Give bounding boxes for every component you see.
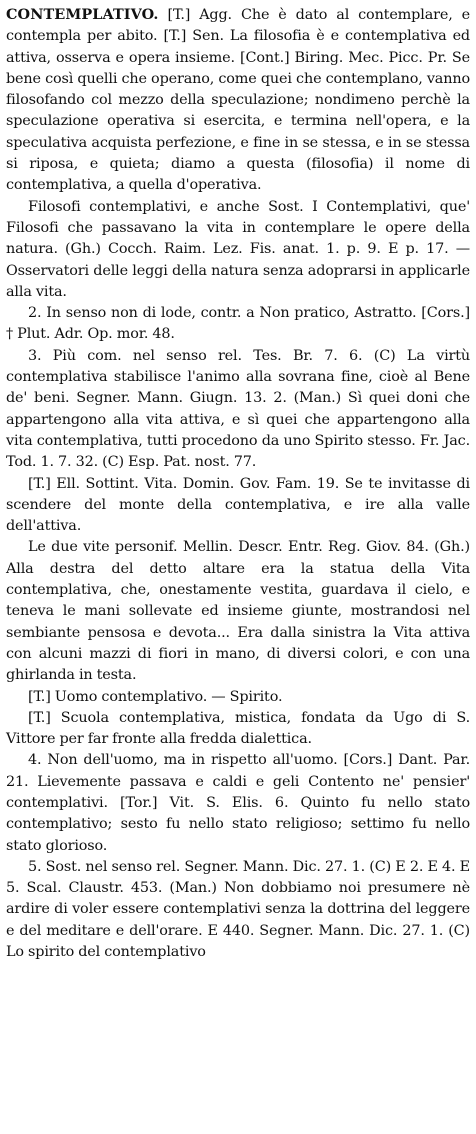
entry-paragraph: [T.] Scuola contemplativa, mistica, fondata da Ugo di S. Vittore per far fronte alla fredda dialettica. bbox=[6, 709, 470, 748]
entry-paragraph: [T.] Ell. Sottint. Vita. Domin. Gov. Fam. 19. Se te invitasse di scendere del monte della contemplativa, e ire alla valle dell'attiva. bbox=[6, 475, 470, 535]
entry-paragraph-intro bbox=[6, 4, 470, 197]
entry-headword: CONTEMPLATIVO. bbox=[6, 6, 159, 23]
entry-text: [T.] Agg. Che è dato al contemplare, e contempla per abito. [T.] Sen. La filosofia è e contemplativa ed attiva, osserva e opera insieme. [Cont.] Biring. Mec. Picc. Pr. Se bene così quelli che operano, come quei che contemplano, vanno filosofando col mezzo della speculazione; nondimeno perchè la speculazione operativa si esercita, e termina nell'opera, e la speculativa acquista perfezione, e fine in se stessa, e in se stessa si riposa, e quieta; diamo a questa (filosofia) il nome di contemplativa, a quella d'operativa. bbox=[6, 7, 470, 194]
entry-paragraph: 3. Più com. nel senso rel. Tes. Br. 7. 6. (C) La virtù contemplativa stabilisce l'animo alla sovrana fine, cioè al Bene de' beni. Segner. Mann. Giugn. 13. 2. (Man.) Sì quei doni che appartengono alla vita attiva, e sì quei che appartengono alla vita contemplativa, tutti procedono da uno Spirito stesso. Fr. Jac. Tod. 1. 7. 32. (C) Esp. Pat. nost. 77. bbox=[6, 347, 470, 471]
entry-paragraph: Le due vite personif. Mellin. Descr. Entr. Reg. Giov. 84. (Gh.) Alla destra del detto altare era la statua della Vita contemplativa, che, onestamente vestita, guardava il cielo, e teneva le mani sollevate ed insieme giunte, mostrandosi nel sembiante pensosa e devota... Era dalla sinistra la Vita attiva con alcuni mazzi di fiori in mano, di diversi colori, e con una ghirlanda in testa. bbox=[6, 539, 470, 684]
entry-paragraph: 4. Non dell'uomo, ma in rispetto all'uomo. [Cors.] Dant. Par. 21. Lievemente passava e caldi e geli Contento ne' pensier' contemplativi. [Tor.] Vit. S. Elis. 6. Quinto fu nello stato contemplativo; sesto fu nello stato religioso; settimo fu nello stato glorioso. bbox=[6, 752, 470, 854]
entry-paragraph: 5. Sost. nel senso rel. Segner. Mann. Dic. 27. 1. (C) E 2. E 4. E 5. Scal. Claustr. 453. (Man.) Non dobbiamo noi presumere nè ardire di voler essere contemplativi senza la dottrina del leggere e del meditare e dell'orare. E 440. Segner. Mann. Dic. 27. 1. (C) Lo spirito del contemplativo bbox=[6, 858, 470, 961]
entry-paragraph: Filosofi contemplativi, e anche Sost. I Contemplativi, que' Filosofi che passavano la vita in contemplare le opere della natura. (Gh.) Cocch. Raim. Lez. Fis. anat. 1. p. 9. E p. 17. — Osservatori delle leggi della natura senza adoprarsi in applicarle alla vita. bbox=[6, 198, 470, 300]
entry-paragraph: 2. In senso non di lode, contr. a Non pratico, Astratto. [Cors.] † Plut. Adr. Op. mor. 48. bbox=[6, 305, 470, 343]
entry-paragraph: [T.] Uomo contemplativo. — Spirito. bbox=[28, 688, 283, 705]
